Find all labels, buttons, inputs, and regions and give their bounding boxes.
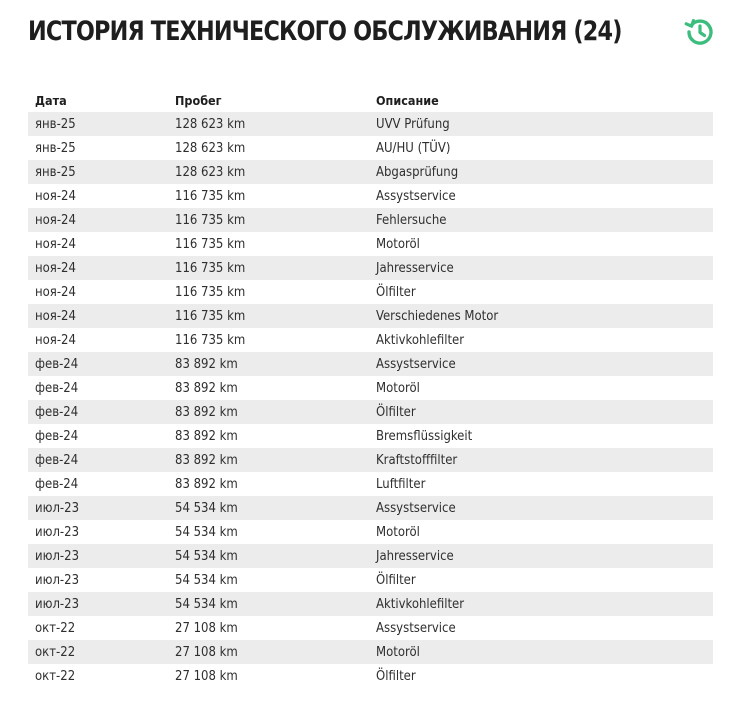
cell-description: Motoröl [376, 524, 420, 540]
table-row [28, 376, 713, 400]
cell-mileage: 83 892 km [175, 428, 238, 444]
cell-date: ноя-24 [35, 236, 76, 252]
cell-date: янв-25 [35, 164, 76, 180]
cell-date: янв-25 [35, 140, 76, 156]
cell-description: Motoröl [376, 236, 420, 252]
cell-description: Aktivkohlefilter [376, 332, 465, 348]
table-row [28, 328, 713, 352]
cell-date: фев-24 [35, 380, 79, 396]
cell-mileage: 54 534 km [175, 524, 238, 540]
cell-date: фев-24 [35, 476, 79, 492]
table-row [28, 472, 713, 496]
cell-mileage: 116 735 km [175, 212, 246, 228]
table-header [28, 88, 713, 112]
cell-description: Kraftstofffilter [376, 452, 458, 468]
cell-date: ноя-24 [35, 332, 76, 348]
cell-mileage: 116 735 km [175, 260, 246, 276]
cell-date: июл-23 [35, 548, 80, 564]
cell-mileage: 83 892 km [175, 356, 238, 372]
table-row [28, 256, 713, 280]
cell-mileage: 54 534 km [175, 548, 238, 564]
cell-description: Jahresservice [376, 260, 454, 276]
cell-date: янв-25 [35, 116, 76, 132]
history-button[interactable] [682, 14, 718, 50]
cell-description: Assystservice [376, 500, 456, 516]
cell-mileage: 54 534 km [175, 596, 238, 612]
cell-date: июл-23 [35, 572, 80, 588]
cell-mileage: 128 623 km [175, 116, 246, 132]
cell-date: фев-24 [35, 404, 79, 420]
cell-date: ноя-24 [35, 212, 76, 228]
cell-date: окт-22 [35, 668, 76, 684]
cell-date: ноя-24 [35, 260, 76, 276]
cell-description: Luftfilter [376, 476, 426, 492]
cell-date: ноя-24 [35, 308, 76, 324]
cell-date: июл-23 [35, 500, 80, 516]
table-row [28, 544, 713, 568]
table-row [28, 520, 713, 544]
cell-mileage: 116 735 km [175, 236, 246, 252]
cell-mileage: 116 735 km [175, 308, 246, 324]
table-row [28, 352, 713, 376]
cell-date: ноя-24 [35, 284, 76, 300]
cell-description: Ölfilter [376, 668, 416, 684]
cell-description: Assystservice [376, 188, 456, 204]
cell-description: Motoröl [376, 380, 420, 396]
cell-date: фев-24 [35, 428, 79, 444]
table-row [28, 448, 713, 472]
cell-date: июл-23 [35, 596, 80, 612]
cell-mileage: 116 735 km [175, 188, 246, 204]
cell-date: окт-22 [35, 644, 76, 660]
cell-description: Bremsflüssigkeit [376, 428, 473, 444]
column-header-mileage: Пробег [175, 92, 222, 108]
table-row [28, 184, 713, 208]
table-row [28, 280, 713, 304]
cell-description: Fehlersuche [376, 212, 447, 228]
table-row [28, 400, 713, 424]
table-row [28, 424, 713, 448]
cell-description: Ölfilter [376, 572, 416, 588]
cell-mileage: 27 108 km [175, 668, 238, 684]
table-row [28, 568, 713, 592]
cell-description: AU/HU (TÜV) [376, 140, 451, 156]
cell-date: окт-22 [35, 620, 76, 636]
cell-mileage: 54 534 km [175, 500, 238, 516]
cell-date: ноя-24 [35, 188, 76, 204]
table-row [28, 112, 713, 136]
cell-description: Abgasprüfung [376, 164, 459, 180]
cell-description: Assystservice [376, 356, 456, 372]
table-row [28, 160, 713, 184]
cell-mileage: 83 892 km [175, 380, 238, 396]
cell-description: UVV Prüfung [376, 116, 450, 132]
table-row [28, 232, 713, 256]
column-header-description: Описание [376, 92, 439, 108]
cell-mileage: 83 892 km [175, 404, 238, 420]
cell-description: Jahresservice [376, 548, 454, 564]
cell-description: Motoröl [376, 644, 420, 660]
table-body [28, 112, 713, 688]
cell-mileage: 27 108 km [175, 620, 238, 636]
table-row [28, 208, 713, 232]
cell-description: Assystservice [376, 620, 456, 636]
cell-mileage: 83 892 km [175, 476, 238, 492]
cell-description: Verschiedenes Motor [376, 308, 499, 324]
cell-mileage: 54 534 km [175, 572, 238, 588]
table-row [28, 616, 713, 640]
cell-mileage: 116 735 km [175, 332, 246, 348]
maintenance-history-table [28, 88, 713, 688]
table-row [28, 136, 713, 160]
cell-mileage: 128 623 km [175, 140, 246, 156]
cell-date: фев-24 [35, 452, 79, 468]
cell-mileage: 116 735 km [175, 284, 246, 300]
table-row [28, 592, 713, 616]
cell-mileage: 27 108 km [175, 644, 238, 660]
history-clock-icon [683, 15, 717, 49]
table-row [28, 304, 713, 328]
table-row [28, 664, 713, 688]
cell-date: июл-23 [35, 524, 80, 540]
table-row [28, 640, 713, 664]
cell-description: Ölfilter [376, 284, 416, 300]
table-row [28, 496, 713, 520]
page-header [28, 14, 718, 60]
cell-date: фев-24 [35, 356, 79, 372]
cell-description: Aktivkohlefilter [376, 596, 465, 612]
page-title: ИСТОРИЯ ТЕХНИЧЕСКОГО ОБСЛУЖИВАНИЯ (24) [28, 16, 622, 47]
cell-mileage: 83 892 km [175, 452, 238, 468]
column-header-date: Дата [35, 92, 67, 108]
cell-description: Ölfilter [376, 404, 416, 420]
cell-mileage: 128 623 km [175, 164, 246, 180]
